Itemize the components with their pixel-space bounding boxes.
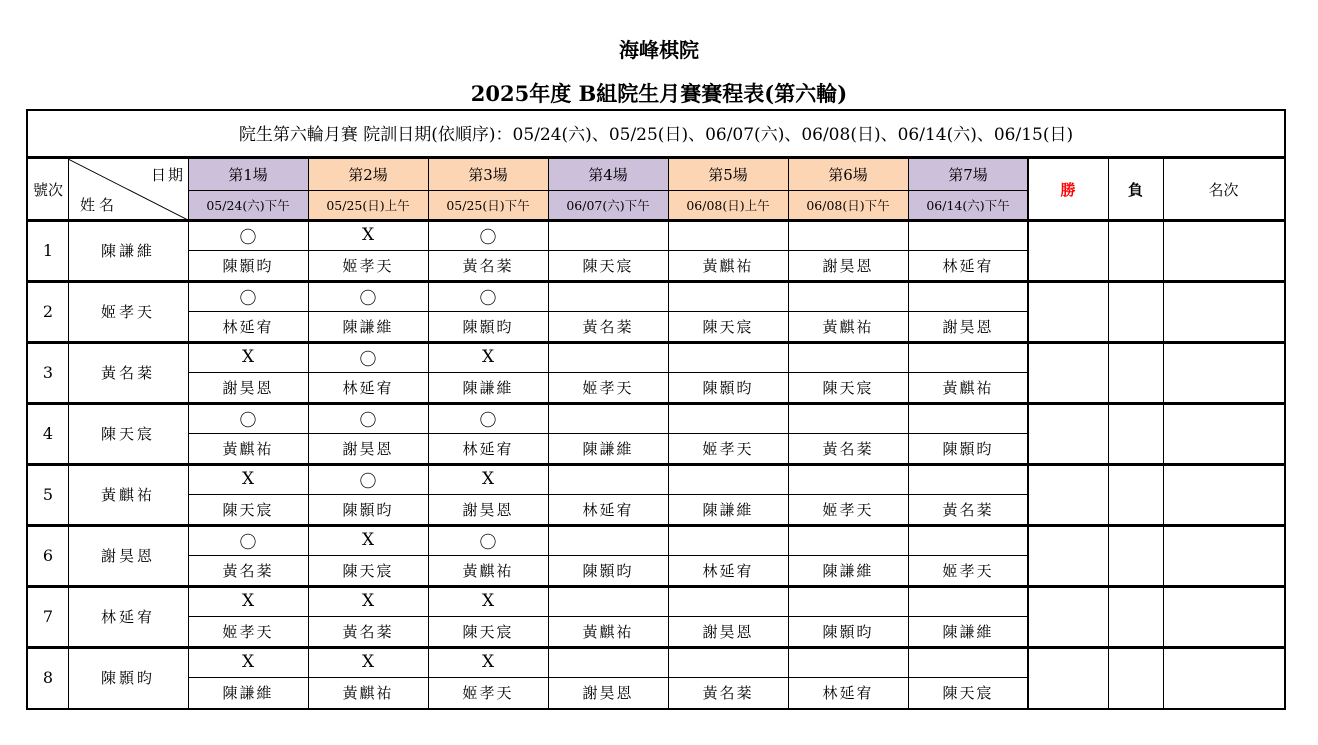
game-header-7: 第7場	[908, 159, 1028, 190]
game-result	[788, 220, 908, 250]
lose-count	[1108, 342, 1163, 403]
game-result	[788, 464, 908, 494]
game-result: 〇	[239, 227, 257, 248]
lose-count	[1108, 220, 1163, 281]
lose-count	[1108, 647, 1163, 708]
opponent-name: 黃名棻	[222, 562, 274, 580]
player-name: 林延宥	[100, 608, 155, 626]
date-name-header	[68, 159, 188, 220]
row-number: 3	[42, 363, 54, 382]
game-result	[668, 647, 788, 677]
row-line	[28, 524, 1284, 527]
header-bottom-line	[28, 219, 1284, 222]
rank-value	[1163, 647, 1284, 708]
game-result	[548, 403, 668, 433]
row-line	[28, 463, 1284, 466]
game-result	[548, 464, 668, 494]
lose-count	[1108, 586, 1163, 647]
game-result: 〇	[239, 410, 257, 431]
game-result	[788, 647, 908, 677]
column-line	[428, 159, 429, 708]
game-date-4: 06/07(六)下午	[548, 190, 668, 220]
opponent-name: 謝昊恩	[462, 501, 514, 519]
win-count	[1028, 403, 1108, 464]
game-result: X	[241, 591, 255, 611]
game-result	[668, 281, 788, 311]
game-result	[908, 342, 1028, 372]
game-result: 〇	[479, 227, 497, 248]
opponent-name: 陳天宸	[942, 684, 994, 702]
opponent-name: 陳天宸	[462, 623, 514, 641]
opponent-name: 林延宥	[222, 318, 274, 336]
opponent-name: 陳謙維	[822, 562, 874, 580]
game-header-4: 第4場	[548, 159, 668, 190]
win-count	[1028, 464, 1108, 525]
page-subtitle: 2025年度 B組院生月賽賽程表(第六輪)	[470, 81, 848, 106]
game-result: X	[481, 347, 495, 367]
column-line	[68, 159, 69, 708]
rank-value	[1163, 403, 1284, 464]
opponent-name: 謝昊恩	[702, 623, 754, 641]
opponent-name: 陳顥昀	[462, 318, 514, 336]
game-result: X	[241, 652, 255, 672]
win-count	[1028, 525, 1108, 586]
row-number: 8	[42, 668, 54, 687]
game-date-2: 05/25(日)上午	[308, 190, 428, 220]
game-result	[788, 342, 908, 372]
player-name: 黃名棻	[100, 364, 155, 382]
game-result	[788, 586, 908, 616]
opponent-name: 陳顥昀	[582, 562, 634, 580]
game-result: 〇	[359, 349, 377, 370]
game-result: 〇	[479, 410, 497, 431]
lose-count	[1108, 403, 1163, 464]
row-mid-line	[188, 494, 1028, 495]
game-result: X	[481, 469, 495, 489]
game-result	[548, 525, 668, 555]
opponent-name: 謝昊恩	[822, 257, 874, 275]
game-result	[788, 403, 908, 433]
column-line	[1163, 159, 1164, 708]
row-line	[28, 280, 1284, 283]
row-number: 2	[42, 302, 54, 321]
column-line	[908, 159, 909, 708]
game-result: X	[481, 591, 495, 611]
opponent-name: 林延宥	[702, 562, 754, 580]
opponent-name: 林延宥	[342, 379, 394, 397]
game-result	[548, 586, 668, 616]
game-result: X	[241, 347, 255, 367]
game-result: X	[361, 530, 375, 550]
rank-value	[1163, 464, 1284, 525]
game-result	[788, 525, 908, 555]
win-count	[1028, 586, 1108, 647]
game-result	[668, 464, 788, 494]
win-count	[1028, 647, 1108, 708]
opponent-name: 黃名棻	[942, 501, 994, 519]
game-result	[908, 281, 1028, 311]
game-result	[668, 220, 788, 250]
row-line	[28, 341, 1284, 344]
opponent-name: 陳顥昀	[822, 623, 874, 641]
rank-value	[1163, 586, 1284, 647]
rank-value	[1163, 281, 1284, 342]
column-line	[308, 159, 309, 708]
game-result	[908, 220, 1028, 250]
row-mid-line	[188, 250, 1028, 251]
opponent-name: 黃名棻	[582, 318, 634, 336]
opponent-name: 陳顥昀	[702, 379, 754, 397]
game-header-3: 第3場	[428, 159, 548, 190]
game-header-2: 第2場	[308, 159, 428, 190]
opponent-name: 姬孝天	[342, 257, 394, 275]
lose-count	[1108, 281, 1163, 342]
game-date-1: 05/24(六)下午	[188, 190, 308, 220]
game-header-6: 第6場	[788, 159, 908, 190]
page-title: 海峰棋院	[619, 38, 699, 62]
game-result	[908, 647, 1028, 677]
game-result: X	[241, 469, 255, 489]
opponent-name: 黃麒祐	[222, 440, 274, 458]
opponent-name: 林延宥	[942, 257, 994, 275]
opponent-name: 陳顥昀	[942, 440, 994, 458]
column-line	[1027, 159, 1029, 708]
opponent-name: 謝昊恩	[942, 318, 994, 336]
row-mid-line	[188, 372, 1028, 373]
lose-header: 負	[1127, 181, 1143, 199]
column-line	[548, 159, 549, 708]
game-result	[908, 525, 1028, 555]
column-line	[1108, 159, 1109, 708]
opponent-name: 黃麒祐	[342, 684, 394, 702]
opponent-name: 黃名棻	[462, 257, 514, 275]
training-dates-notice: 院生第六輪月賽 院訓日期(依順序)：05/24(六)、05/25(日)、06/07(六)、06/08(日)、06/14(六)、06/15(日)	[28, 111, 1284, 159]
opponent-name: 姬孝天	[582, 379, 634, 397]
opponent-name: 黃麒祐	[942, 379, 994, 397]
game-result	[668, 403, 788, 433]
win-count	[1028, 281, 1108, 342]
game-date-7: 06/14(六)下午	[908, 190, 1028, 220]
game-result: X	[361, 652, 375, 672]
opponent-name: 黃名棻	[702, 684, 754, 702]
game-header-5: 第5場	[668, 159, 788, 190]
column-line	[188, 159, 189, 708]
opponent-name: 謝昊恩	[222, 379, 274, 397]
opponent-name: 陳謙維	[342, 318, 394, 336]
win-count	[1028, 342, 1108, 403]
opponent-name: 陳天宸	[582, 257, 634, 275]
game-result: 〇	[479, 288, 497, 309]
opponent-name: 陳天宸	[222, 501, 274, 519]
game-result	[788, 281, 908, 311]
game-result	[548, 281, 668, 311]
row-mid-line	[188, 555, 1028, 556]
name-label: 姓名	[80, 196, 119, 214]
lose-count	[1108, 464, 1163, 525]
opponent-name: 黃名棻	[342, 623, 394, 641]
header-mid-line	[188, 190, 1028, 191]
opponent-name: 林延宥	[822, 684, 874, 702]
player-name: 陳天宸	[100, 425, 155, 443]
player-name: 姬孝天	[100, 303, 155, 321]
no-header: 號次	[32, 181, 63, 199]
opponent-name: 黃麒祐	[582, 623, 634, 641]
row-number: 4	[42, 424, 54, 443]
game-result: X	[361, 591, 375, 611]
game-result	[548, 220, 668, 250]
column-line	[668, 159, 669, 708]
opponent-name: 姬孝天	[462, 684, 514, 702]
rank-value	[1163, 342, 1284, 403]
row-mid-line	[188, 311, 1028, 312]
row-number: 5	[42, 485, 54, 504]
game-result: 〇	[239, 288, 257, 309]
game-date-3: 05/25(日)下午	[428, 190, 548, 220]
game-result	[908, 403, 1028, 433]
opponent-name: 陳天宸	[822, 379, 874, 397]
opponent-name: 姬孝天	[942, 562, 994, 580]
column-line	[788, 159, 789, 708]
opponent-name: 陳顥昀	[222, 257, 274, 275]
game-result	[548, 342, 668, 372]
lose-count	[1108, 525, 1163, 586]
game-result: 〇	[359, 471, 377, 492]
opponent-name: 謝昊恩	[582, 684, 634, 702]
opponent-name: 姬孝天	[222, 623, 274, 641]
player-name: 陳顥昀	[100, 669, 155, 687]
opponent-name: 陳天宸	[702, 318, 754, 336]
opponent-name: 黃麒祐	[822, 318, 874, 336]
date-label: 日期	[150, 166, 185, 184]
opponent-name: 姬孝天	[702, 440, 754, 458]
opponent-name: 陳天宸	[342, 562, 394, 580]
row-number: 7	[42, 607, 54, 626]
opponent-name: 黃麒祐	[462, 562, 514, 580]
opponent-name: 陳謙維	[462, 379, 514, 397]
opponent-name: 陳謙維	[702, 501, 754, 519]
game-date-5: 06/08(日)上午	[668, 190, 788, 220]
game-result: 〇	[479, 532, 497, 553]
row-number: 6	[42, 546, 54, 565]
row-mid-line	[188, 433, 1028, 434]
player-name: 謝昊恩	[100, 547, 155, 565]
rank-value	[1163, 525, 1284, 586]
schedule-table	[26, 109, 1286, 710]
game-header-1: 第1場	[188, 159, 308, 190]
opponent-name: 林延宥	[582, 501, 634, 519]
game-result: X	[481, 652, 495, 672]
rank-value	[1163, 220, 1284, 281]
game-result	[908, 464, 1028, 494]
win-count	[1028, 220, 1108, 281]
game-result: 〇	[359, 410, 377, 431]
row-number: 1	[42, 241, 54, 260]
game-result	[668, 342, 788, 372]
win-header: 勝	[1060, 181, 1076, 199]
game-result: 〇	[239, 532, 257, 553]
row-line	[28, 402, 1284, 405]
opponent-name: 陳謙維	[942, 623, 994, 641]
rank-header: 名次	[1208, 181, 1239, 199]
game-result	[548, 647, 668, 677]
player-name: 陳謙維	[100, 242, 155, 260]
row-line	[28, 646, 1284, 649]
opponent-name: 陳顥昀	[342, 501, 394, 519]
opponent-name: 陳謙維	[582, 440, 634, 458]
opponent-name: 姬孝天	[822, 501, 874, 519]
game-result	[908, 586, 1028, 616]
opponent-name: 謝昊恩	[342, 440, 394, 458]
row-line	[28, 585, 1284, 588]
game-result	[668, 525, 788, 555]
opponent-name: 黃名棻	[822, 440, 874, 458]
row-mid-line	[188, 677, 1028, 678]
row-mid-line	[188, 616, 1028, 617]
game-result: 〇	[359, 288, 377, 309]
game-date-6: 06/08(日)下午	[788, 190, 908, 220]
player-name: 黃麒祐	[100, 486, 155, 504]
game-result	[668, 586, 788, 616]
opponent-name: 黃麒祐	[702, 257, 754, 275]
opponent-name: 陳謙維	[222, 684, 274, 702]
game-result: X	[361, 225, 375, 245]
opponent-name: 林延宥	[462, 440, 514, 458]
